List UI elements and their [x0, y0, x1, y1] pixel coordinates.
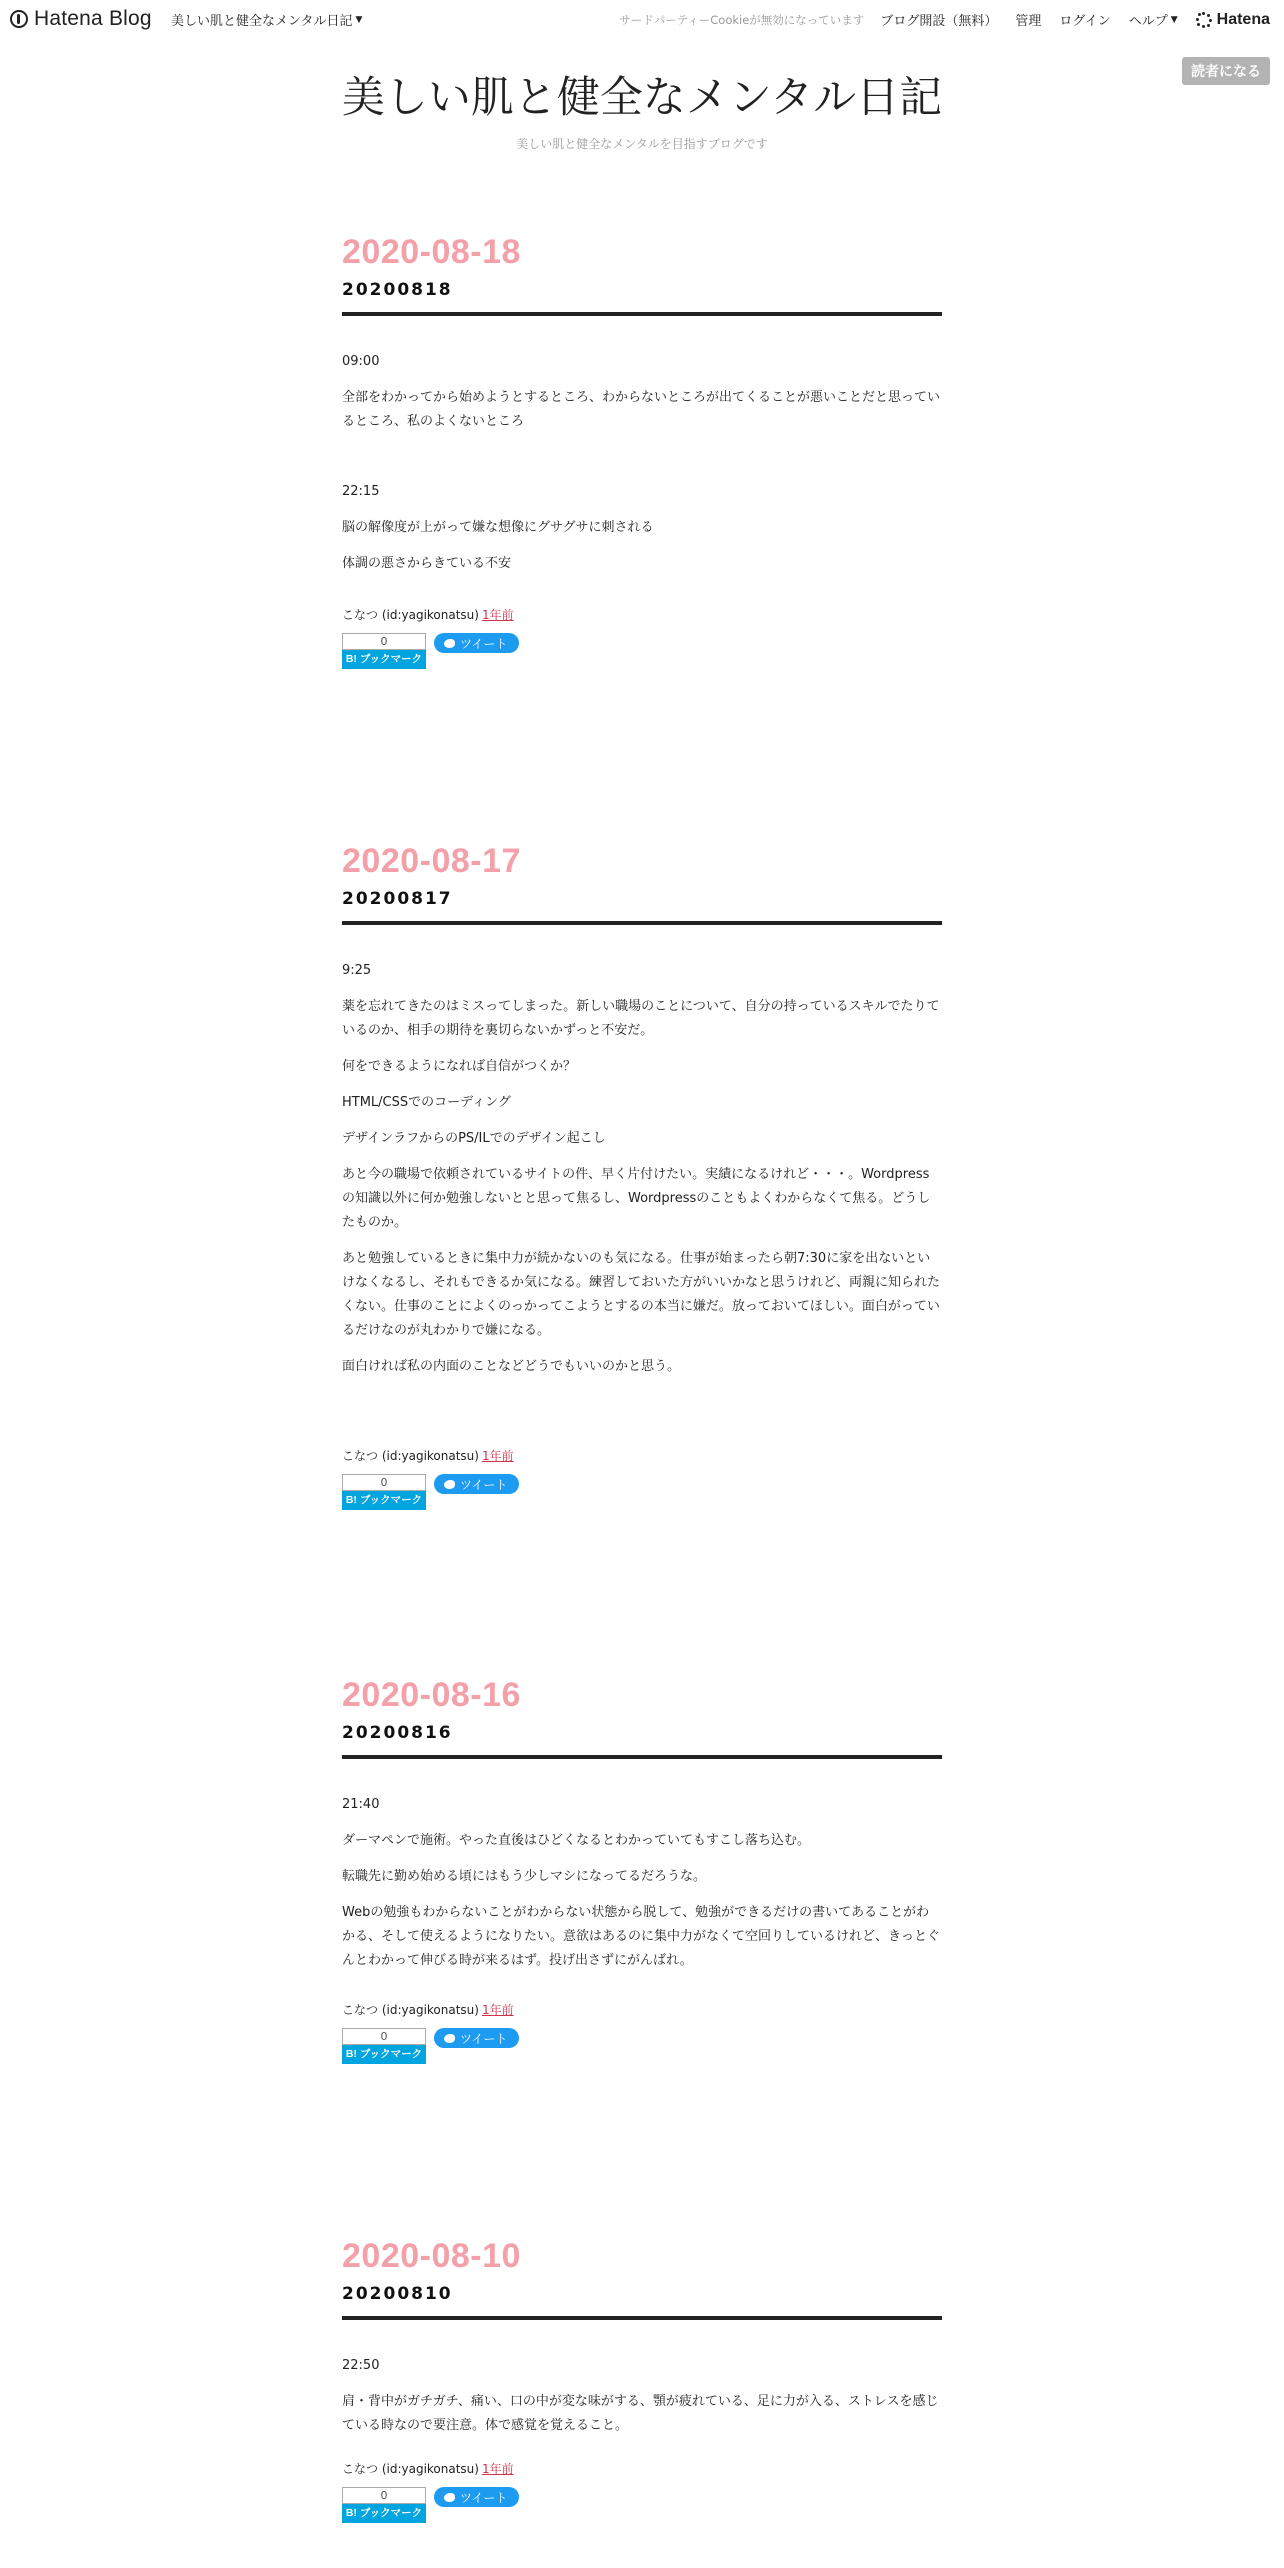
entry-paragraph: 全部をわかってから始めようとするところ、わからないところが出てくることが悪いことだと思っているところ、私のよくないところ: [342, 390, 941, 429]
entry-paragraph: 薬を忘れてきたのはミスってしまった。新しい職場のことについて、自分の持っているスキルでたりているのか、相手の期待を裏切らないかずっと不安だ。: [342, 999, 940, 1038]
entry-paragraph: 何をできるようになれば自信がつくか？: [342, 1059, 577, 1074]
bookmark-label: ブックマーク: [359, 1494, 423, 1506]
tweet-button[interactable]: [434, 633, 519, 653]
twitter-bird-icon: [444, 639, 455, 648]
entry-divider: [342, 921, 942, 925]
entry-ago-link[interactable]: 1年前: [481, 608, 514, 622]
entry-content: [342, 2354, 942, 2438]
hatena-bookmark-icon: B!: [345, 1494, 357, 1506]
entry-paragraph: ダーマペンで施術。やった直後はひどくなるとわかっていてもすこし落ち込む。: [342, 1833, 811, 1848]
twitter-bird-icon: [444, 1480, 455, 1489]
entry-time: 9:25: [342, 963, 372, 978]
entry-paragraph: 体調の悪さからきている不安: [342, 556, 512, 571]
hatena-bookmark-widget[interactable]: [342, 633, 426, 669]
entry-footer: [342, 606, 942, 623]
hatena-bookmark-icon: B!: [345, 2507, 357, 2519]
caret-down-icon: ▼: [355, 14, 363, 25]
open-blog-link[interactable]: ブログ開設（無料）: [880, 14, 998, 29]
bookmark-count[interactable]: 0: [342, 633, 426, 650]
header-right-nav: [619, 10, 1270, 29]
tweet-label: ツイート: [460, 2490, 508, 2505]
entry-divider: [342, 312, 942, 316]
subscribe-button[interactable]: 読者になる: [1182, 57, 1270, 85]
hatena-label: Hatena: [1216, 10, 1270, 28]
hatena-bookmark-widget[interactable]: [342, 1474, 426, 1510]
entry-footer: [342, 1447, 942, 1464]
bookmark-button[interactable]: [342, 1491, 426, 1510]
login-link[interactable]: ログイン: [1059, 14, 1111, 29]
entry-content: [342, 1793, 942, 1973]
entry-paragraph: Webの勉強もわからないことがわからない状態から脱して、勉強ができるだけの書いてあることがわかる、そして使えるようになりたい。意欲はあるのに集中力がなくて空回りしているけれど、きっとぐんとわかって伸びる時が来るはず。投げ出さずにがんばれ。: [342, 1905, 941, 1968]
hatena-blog-logo-icon: [10, 10, 28, 28]
entry-title[interactable]: 20200816: [342, 1723, 453, 1743]
share-buttons: [342, 2028, 942, 2064]
entry-date[interactable]: 2020-08-17: [342, 842, 521, 880]
blog-title[interactable]: 美しい肌と健全なメンタル日記: [341, 73, 943, 123]
entry-paragraph: 肩・背中がガチガチ、痛い、口の中が変な味がする、顎が疲れている、足に力が入る、ストレスを感じている時なので要注意。体で感覚を覚えること。: [342, 2394, 939, 2433]
entry: [342, 1675, 942, 2064]
bookmark-label: ブックマーク: [359, 2507, 423, 2519]
entry-title[interactable]: 20200810: [342, 2284, 453, 2304]
bookmark-count[interactable]: 0: [342, 2487, 426, 2504]
hatena-menu[interactable]: [1196, 11, 1270, 29]
entry-paragraph: デザインラフからのPS/ILでのデザイン起こし: [342, 1131, 606, 1146]
hatena-blog-logo[interactable]: [10, 6, 152, 32]
bookmark-count[interactable]: 0: [342, 2028, 426, 2045]
bookmark-button[interactable]: [342, 650, 426, 669]
bookmark-button[interactable]: [342, 2045, 426, 2064]
tweet-button[interactable]: [434, 2028, 519, 2048]
admin-link[interactable]: 管理: [1015, 14, 1042, 29]
bookmark-label: ブックマーク: [359, 653, 423, 665]
entry-author[interactable]: こなつ (id:yagikonatsu): [342, 2462, 479, 2476]
entry-time: 09:00: [342, 354, 380, 369]
caret-down-icon: ▼: [1170, 14, 1178, 25]
entry-author[interactable]: こなつ (id:yagikonatsu): [342, 2003, 479, 2017]
logo-text: Hatena Blog: [34, 7, 152, 30]
hatena-bookmark-icon: B!: [345, 653, 357, 665]
entry: [342, 232, 942, 669]
tweet-label: ツイート: [460, 1477, 508, 1492]
hatena-bookmark-widget[interactable]: [342, 2028, 426, 2064]
entry-ago-link[interactable]: 1年前: [481, 2003, 514, 2017]
entry-divider: [342, 1755, 942, 1759]
entry-author[interactable]: こなつ (id:yagikonatsu): [342, 608, 479, 622]
entry-time: 22:50: [342, 2358, 380, 2373]
entry-paragraph: あと勉強しているときに集中力が続かないのも気になる。仕事が始まったら朝7:30に家を出ないといけなくなるし、それもできるか気になる。練習しておいた方がいいかなと思うけれど、両親に知られたくない。仕事のことによくのっかってこようとするの本当に嫌だ。放っておいてほしい。面白がっているだけなのが丸わかりで嫌になる。: [342, 1251, 941, 1338]
twitter-bird-icon: [444, 2034, 455, 2043]
tweet-label: ツイート: [460, 2031, 508, 2046]
entry-paragraph: 面白ければ私の内面のことなどどうでもいいのかと思う。: [342, 1359, 681, 1374]
entry-author[interactable]: こなつ (id:yagikonatsu): [342, 1449, 479, 1463]
entry-date[interactable]: 2020-08-18: [342, 233, 521, 271]
entry-date[interactable]: 2020-08-10: [342, 2237, 521, 2275]
bookmark-label: ブックマーク: [359, 2048, 423, 2060]
entry-footer: [342, 2460, 942, 2477]
entry-ago-link[interactable]: 1年前: [481, 1449, 514, 1463]
tweet-label: ツイート: [460, 636, 508, 651]
hatena-dots-icon: [1196, 12, 1212, 28]
help-menu[interactable]: [1129, 10, 1178, 29]
entry-date[interactable]: 2020-08-16: [342, 1676, 521, 1714]
entry-content: [342, 959, 942, 1379]
entry-divider: [342, 2316, 942, 2320]
share-buttons: [342, 1474, 942, 1510]
entry-time: 21:40: [342, 1797, 380, 1812]
blog-description: 美しい肌と健全なメンタルを目指すブログです: [516, 137, 768, 151]
entry: [342, 841, 942, 1510]
entry-paragraph: 転職先に勤め始める頃にはもう少しマシになってるだろうな。: [342, 1869, 707, 1884]
entry-title[interactable]: 20200817: [342, 889, 453, 909]
bookmark-button[interactable]: [342, 2504, 426, 2523]
share-buttons: [342, 633, 942, 669]
twitter-bird-icon: [444, 2493, 455, 2502]
entry-paragraph: 脳の解像度が上がって嫌な想像にグサグサに刺される: [342, 520, 654, 535]
entry-time: 22:15: [342, 484, 380, 499]
entry-paragraph: HTML/CSSでのコーディング: [342, 1095, 511, 1110]
cookie-notice[interactable]: サードパーティーCookieが無効になっています: [619, 12, 865, 27]
entry-title[interactable]: 20200818: [342, 280, 453, 300]
blog-switch-label: 美しい肌と健全なメンタル日記: [171, 14, 353, 29]
tweet-button[interactable]: [434, 1474, 519, 1494]
entry: [342, 2236, 942, 2523]
tweet-button[interactable]: [434, 2487, 519, 2507]
hatena-bookmark-icon: B!: [345, 2048, 357, 2060]
blog-switch-menu[interactable]: [171, 10, 362, 29]
share-buttons: [342, 2487, 942, 2523]
help-label: ヘルプ: [1128, 14, 1168, 29]
entry-paragraph: あと今の職場で依頼されているサイトの件、早く片付けたい。実績になるけれど・・・。Wordpressの知識以外に何か勉強しないとと思って焦るし、Wordpressのこともよくわからなくて焦る。どうしたものか。: [342, 1167, 931, 1230]
entry-ago-link[interactable]: 1年前: [481, 2462, 514, 2476]
entry-footer: [342, 2001, 942, 2018]
global-header: [0, 0, 1284, 38]
hatena-bookmark-widget[interactable]: [342, 2487, 426, 2523]
entry-content: [342, 350, 942, 576]
bookmark-count[interactable]: 0: [342, 1474, 426, 1491]
